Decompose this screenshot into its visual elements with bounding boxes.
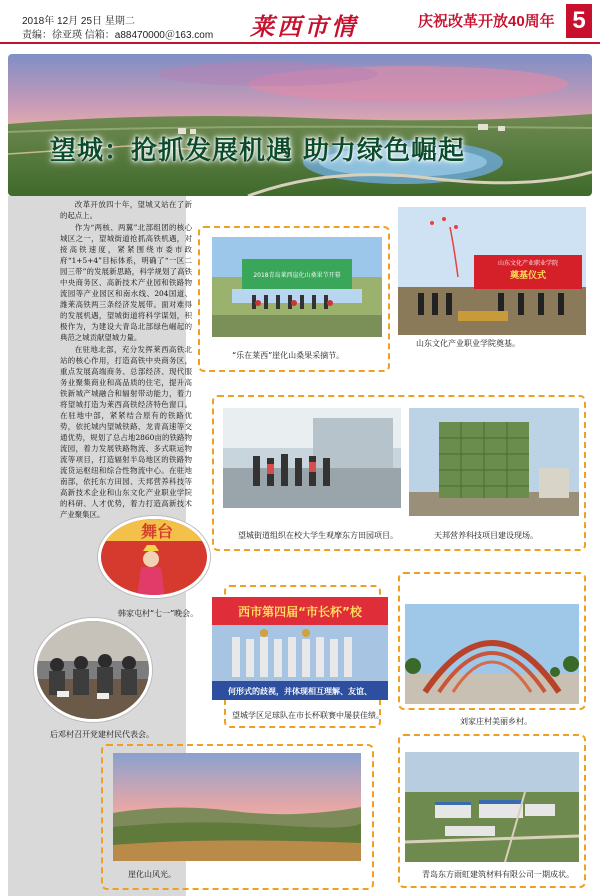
photo-caption: 望城街道组织在校大学生观摩东方田园项目。 <box>238 531 398 540</box>
article-body <box>60 199 192 521</box>
village-arch-photo <box>405 604 579 704</box>
circle-caption: 后邓村召开党建村民代表会。 <box>50 730 154 739</box>
newspaper-logo: 莱西市情 <box>250 12 358 41</box>
photo-caption: 青岛东方雨虹建筑材料有限公司一期成状。 <box>422 870 574 879</box>
photo-caption: 刘家庄村美丽乡村。 <box>460 717 532 726</box>
photo-caption: 山东文化产业职业学院奠基。 <box>416 339 520 348</box>
mountain-scenery-photo <box>113 753 361 861</box>
circle-caption: 韩家屯村“七一”晚会。 <box>118 609 199 618</box>
school-football-photo <box>212 597 388 700</box>
photo-caption: “乐在莱西”崖化山桑果采摘节。 <box>232 351 345 360</box>
inauguration-sub-text: 奠基仪式 <box>509 271 547 281</box>
banner-headline: 望城：抢抓发展机遇 助力绿色崛起 <box>50 136 466 166</box>
meeting-circle-photo <box>34 618 152 722</box>
page-header <box>0 0 600 44</box>
school-slogan-text: 何形式的歧视，并体现相互理解、友谊、 <box>228 687 372 696</box>
school-banner-text: 西市第四届“市长杯”校 <box>238 605 362 619</box>
inauguration-banner-text: 山东文化产业职业学院 <box>497 260 559 267</box>
article-paragraph: 在驻地北部，充分发挥莱西高铁北站的核心作用，打造高铁中央商务区，重点发展高端商务、总部经济、现代服务业聚集商业和高品质的住宅，提升高铁新城产城融合和辐射带动能力，着力将望城打造为莱西高铁经济特色窗口。在驻地中部，紧紧结合原有的铁路优势，依托城内望城铁路、龙青高速等交通优势，规划了总占地2860亩的铁路物流园，着力发展铁路物流、多式联运物流等项目，打造辐射半岛地区的铁路物流货运枢纽和综合性物流中心。在驻地南部，依托东方田园、天邦营养科技等高新技术企业和山东文化产业职业学院的科研、人才优势，着力打造高新技术产业聚集区。 <box>60 345 192 519</box>
section-title: 庆祝改革开放40周年 <box>418 13 555 30</box>
aerial-landscape-image <box>8 54 592 196</box>
photo-caption: 天邦营养科技项目建设现场。 <box>434 531 538 540</box>
article-paragraph: 改革开放四十年，望城又站在了新的起点上。 <box>60 200 192 220</box>
students-visit-photo <box>223 408 401 508</box>
evening-gala-circle-photo <box>98 516 210 598</box>
photo-caption: 崖化山风光。 <box>128 870 176 879</box>
editor-info: 责编：徐亚瑛 信箱：a88470000＠163.com <box>22 30 214 41</box>
page-number: 5 <box>566 4 592 38</box>
gala-stage-text: 舞台 <box>141 522 174 541</box>
stage-banner-text: 2018青岛莱西崖化山桑果节开幕 <box>253 272 341 279</box>
groundbreaking-photo <box>398 207 586 335</box>
article-paragraph: 作为“两核、两翼”北部组团的核心城区之一，望城街道抢抓高铁机遇，对接高铁速度，紧紧围绕市委市政府“1+5+4”目标体系，明确了“一区二园三带”的发展新思路，科学规划了高铁中央商务区、高新技术产业园和铁路物流园等产业园区和南水线、204国道、潍莱高铁两三条经济发展带。面对难得的发展机遇，望城街道将科学谋划，积极作为，为建设大青岛北部绿色崛起的典范之城贡献望城力量。 <box>60 223 192 342</box>
construction-site-photo <box>409 408 579 516</box>
banner-photo <box>8 54 592 196</box>
issue-date: 2018年 12月 25日 星期二 <box>22 16 135 27</box>
festival-stage-photo <box>212 237 382 337</box>
factory-aerial-photo <box>405 752 579 862</box>
photo-caption: 望城学区足球队在市长杯联赛中屡获佳绩。 <box>232 711 384 720</box>
